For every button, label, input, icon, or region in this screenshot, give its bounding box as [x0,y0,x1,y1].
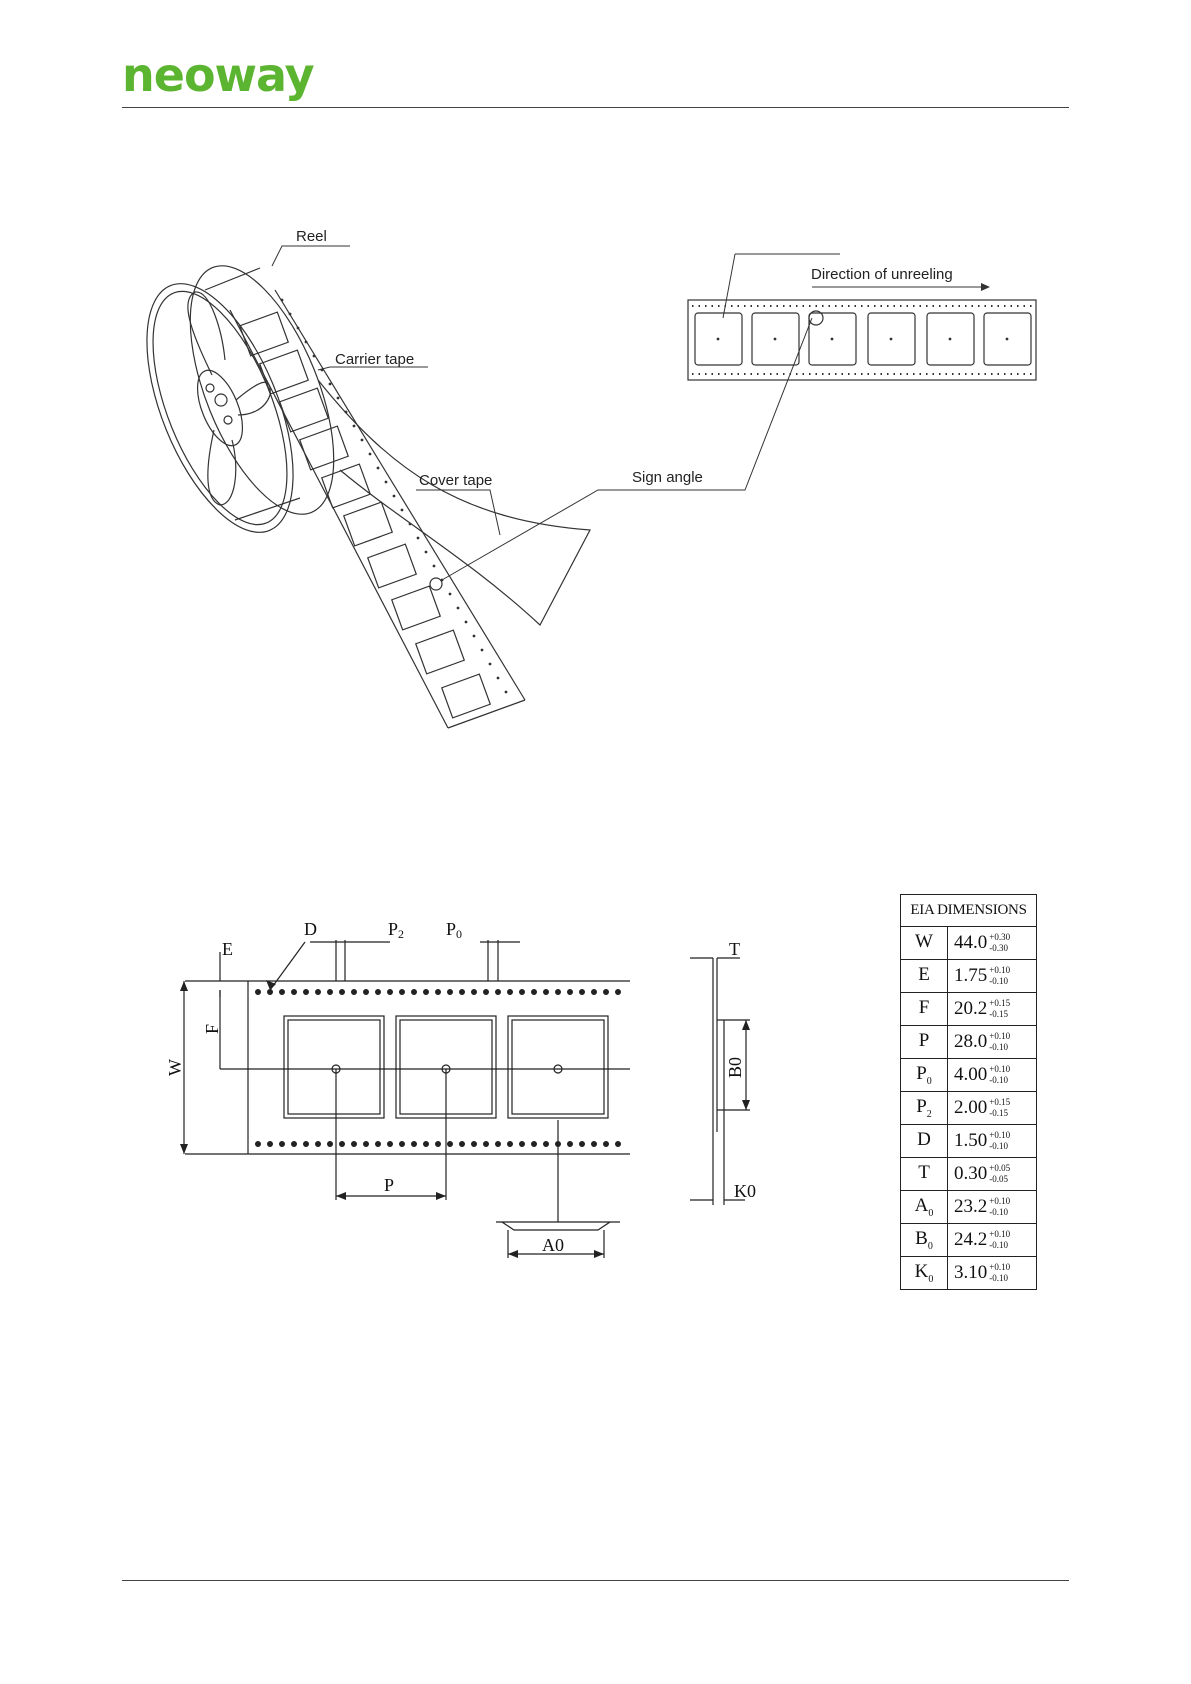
eia-tolerance [989,1064,1010,1086]
eia-symbol: F [918,997,930,1019]
eia-tolerance-plus: +0.10 [989,1229,1011,1240]
eia-value: 28.0 [954,1030,988,1052]
eia-tolerance-minus: -0.10 [989,1207,1008,1218]
eia-value: 2.00 [954,1096,988,1118]
eia-tolerance-minus: -0.10 [989,1075,1008,1086]
eia-symbol-cell [901,1092,948,1125]
eia-value: 44.0 [954,931,988,953]
eia-table-title: EIA DIMENSIONS [901,895,1037,927]
footer-rule [122,1580,1069,1581]
eia-tolerance [989,1097,1010,1119]
eia-symbol-subscript: 0 [928,1207,934,1219]
eia-value-cell [948,1125,1037,1158]
eia-value: 20.2 [954,997,988,1019]
eia-symbol: T [918,1162,930,1184]
eia-tolerance-plus: +0.10 [989,1064,1011,1075]
tape-sprocket-holes-bottom [255,1141,621,1147]
eia-table-row [901,960,1037,993]
dim-label-f: F [202,1023,222,1034]
eia-value: 3.10 [954,1261,988,1283]
eia-tolerance-minus: -0.15 [989,1009,1008,1020]
eia-tolerance [989,1031,1010,1053]
neoway-logo: neoway [122,48,314,102]
eia-symbol-cell [901,927,948,960]
dim-label-e: E [222,939,233,959]
eia-value: 23.2 [954,1195,988,1217]
eia-table-row [901,1125,1037,1158]
eia-symbol-subscript: 0 [926,1075,932,1087]
eia-tolerance-plus: +0.05 [989,1163,1011,1174]
eia-value: 1.50 [954,1129,988,1151]
d-leader [270,942,305,990]
eia-tolerance [989,932,1010,954]
eia-value-cell [948,1224,1037,1257]
eia-symbol: D [917,1129,931,1151]
eia-symbol-cell [901,1191,948,1224]
eia-symbol-cell [901,1059,948,1092]
tape-body [248,981,630,1154]
eia-symbol: P [916,1063,927,1085]
eia-value-cell [948,993,1037,1026]
eia-value-cell [948,927,1037,960]
eia-symbol: W [915,931,933,953]
eia-tolerance-minus: -0.10 [989,1141,1008,1152]
tape-sprocket-holes-top [255,989,621,995]
eia-tolerance-minus: -0.10 [989,1273,1008,1284]
cover-tape-label: Cover tape [419,472,493,489]
eia-tolerance [989,998,1010,1020]
eia-table-row [901,1026,1037,1059]
eia-symbol-subscript: 0 [928,1273,934,1285]
eia-symbol: E [918,964,930,986]
dim-label-t: T [729,939,740,959]
eia-value: 0.30 [954,1162,988,1184]
eia-symbol: P [916,1096,927,1118]
dim-label-p: P [384,1175,395,1195]
eia-tolerance-minus: -0.10 [989,1240,1008,1251]
eia-tolerance [989,1262,1010,1284]
eia-symbol: A [914,1195,929,1217]
eia-value: 1.75 [954,964,988,986]
eia-value: 24.2 [954,1228,988,1250]
eia-table-row [901,1158,1037,1191]
dim-label-p2: P2 [388,919,405,941]
eia-tolerance-minus: -0.15 [989,1108,1008,1119]
eia-tolerance-minus: -0.30 [989,943,1008,954]
eia-symbol-cell [901,1257,948,1290]
eia-tolerance [989,965,1010,987]
dim-label-p0: P0 [446,919,463,941]
eia-dimensions-table [900,894,1037,1290]
a0-profile [496,1222,620,1230]
eia-symbol-cell [901,993,948,1026]
eia-value: 4.00 [954,1063,988,1085]
eia-table-row [901,1224,1037,1257]
eia-tolerance [989,1130,1010,1152]
eia-table-row [901,1257,1037,1290]
direction-label: Direction of unreeling [811,266,953,283]
eia-symbol: B [915,1228,928,1250]
dim-label-d: D [304,919,317,939]
eia-table-row [901,1059,1037,1092]
eia-symbol: K [914,1261,929,1283]
eia-value-cell [948,1257,1037,1290]
eia-symbol-cell [901,1158,948,1191]
eia-symbol-subscript: 0 [927,1240,933,1252]
eia-value-cell [948,1158,1037,1191]
eia-tolerance-plus: +0.15 [989,998,1011,1009]
eia-tolerance-minus: -0.10 [989,1042,1008,1053]
eia-table-row [901,1191,1037,1224]
dim-label-b0: B0 [725,1056,745,1078]
eia-table-row [901,993,1037,1026]
eia-tolerance-plus: +0.15 [989,1097,1011,1108]
eia-symbol-cell [901,1224,948,1257]
eia-value-cell [948,960,1037,993]
eia-value-cell [948,1092,1037,1125]
eia-value-cell [948,1191,1037,1224]
eia-symbol-cell [901,1026,948,1059]
sign-angle-label: Sign angle [632,469,703,486]
eia-tolerance [989,1229,1010,1251]
eia-tolerance-plus: +0.30 [989,932,1011,943]
dim-label-a0: A0 [542,1235,564,1255]
eia-tolerance-plus: +0.10 [989,1130,1011,1141]
eia-symbol-cell [901,1125,948,1158]
eia-tolerance [989,1163,1010,1185]
eia-table-row [901,1092,1037,1125]
eia-table-row [901,927,1037,960]
eia-value-cell [948,1059,1037,1092]
eia-symbol-cell [901,960,948,993]
eia-tolerance-plus: +0.10 [989,1031,1011,1042]
eia-tolerance-plus: +0.10 [989,1262,1011,1273]
eia-symbol-subscript: 2 [926,1108,932,1120]
eia-tolerance-plus: +0.10 [989,965,1011,976]
dim-label-w: W [165,1059,185,1076]
carrier-tape-label: Carrier tape [335,351,415,368]
dim-label-k0: K0 [734,1181,756,1201]
eia-symbol: P [918,1030,930,1052]
eia-value-cell [948,1026,1037,1059]
eia-tolerance [989,1196,1010,1218]
eia-tolerance-plus: +0.10 [989,1196,1011,1207]
reel-label: Reel [296,228,327,245]
side-view [713,990,724,1132]
eia-tolerance-minus: -0.10 [989,976,1008,987]
eia-table-header-row [901,895,1037,927]
eia-tolerance-minus: -0.05 [989,1174,1008,1185]
